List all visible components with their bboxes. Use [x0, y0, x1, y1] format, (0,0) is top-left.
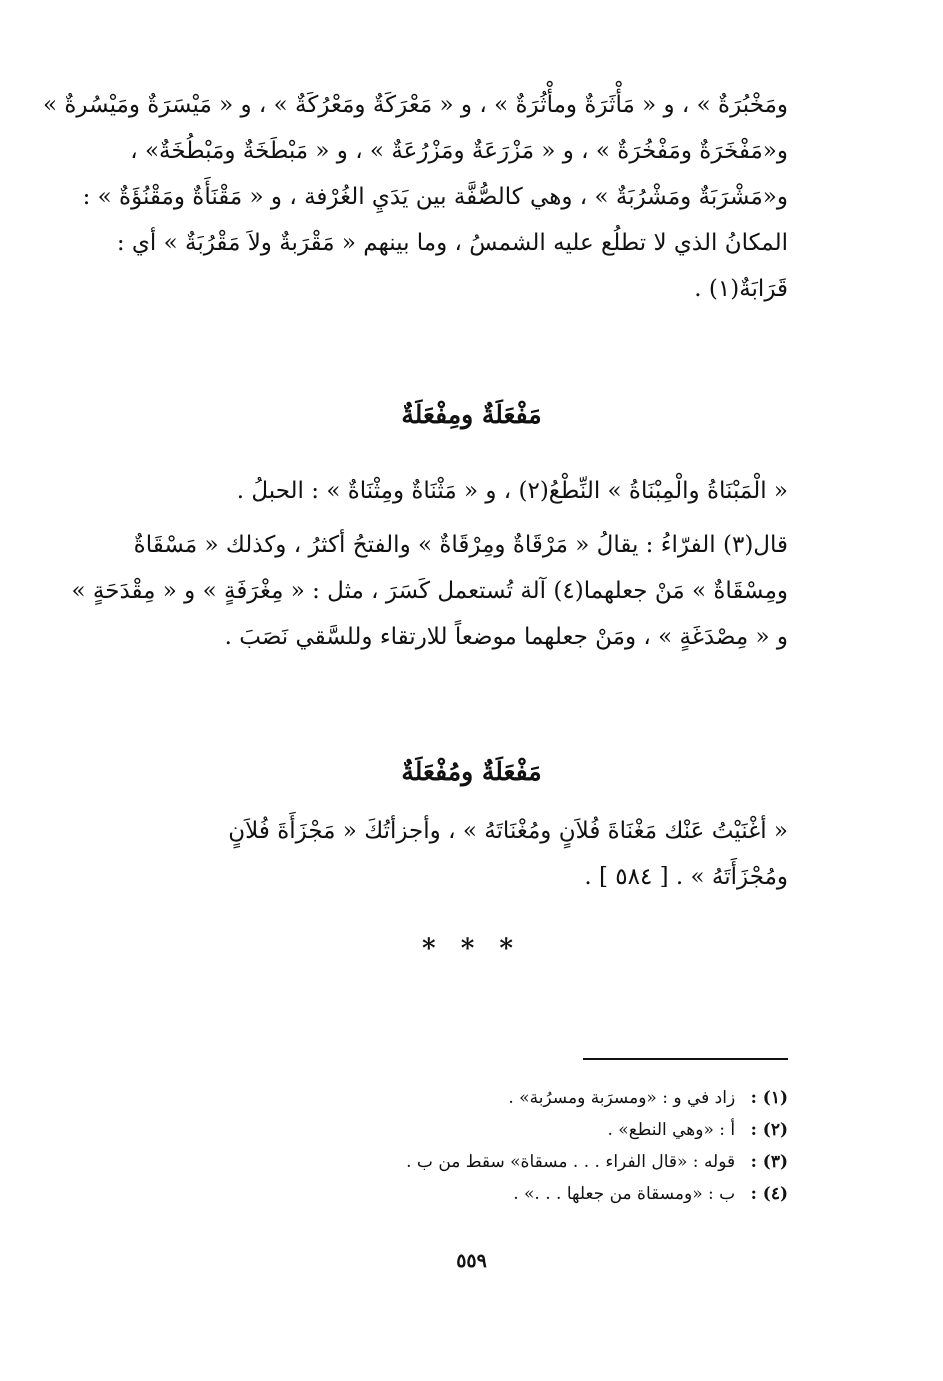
footnote	[268, 1082, 788, 1114]
text-line: « الْمَبْنَاةُ والْمِبْنَاةُ » النِّطْعُ(٢) ، و « مَثْنَاةٌ ومِثْنَاةٌ » : الحبلُ .	[236, 478, 788, 504]
text-line: ومِسْقَاةٌ » مَنْ جعلهما(٤) آلة تُستعمل كَسَرَ ، مثل : « مِغْرَفَةٍ » و « مِقْدَحَةٍ »	[71, 578, 788, 604]
footnote-number: (١) :	[750, 1088, 788, 1108]
text-line: و « مِصْدَغَةٍ » ، ومَنْ جعلهما موضعاً للارتقاء وللسَّقي نَصَبَ .	[224, 624, 788, 650]
footnote-divider	[583, 1058, 788, 1060]
footnote	[268, 1146, 788, 1178]
paragraph-quote	[71, 522, 788, 660]
page-number: ٥٥٩	[456, 1250, 487, 1272]
paragraph-definition	[133, 468, 788, 514]
footnote-text: قوله : «قال الفراء . . . مسقاة» سقط من ب .	[406, 1152, 736, 1172]
section-heading: مَفْعَلَةٌ ومِفْعَلَةٌ	[401, 400, 542, 429]
text-line: قَرَابَةٌ(١) .	[694, 276, 788, 302]
text-line: و«مَشْرَبَةٌ ومَشْرُبَةٌ » ، وهي كالصُّفَّة بين يَدَيِ الغُرْفة ، و « مَقْنَأَةٌ ومَقْنُؤَةٌ » :	[82, 184, 788, 210]
text-line: قال(٣) الفرّاءُ : يقالُ « مَرْقَاةٌ ومِرْقَاةٌ » والفتحُ أكثرُ ، وكذلك « مَسْقَاةٌ	[133, 532, 788, 558]
footnote-number: (٣) :	[750, 1152, 788, 1172]
footnote-text: ب : «ومسقاة من جعلها . . .» .	[513, 1184, 736, 1204]
paragraph-intro	[42, 82, 788, 312]
footnote-text: أ : «وهي النطع» .	[607, 1120, 736, 1140]
footnote-number: (٢) :	[750, 1120, 788, 1140]
text-line: و«مَفْخَرَةٌ ومَفْخُرَةٌ » ، و « مَزْرَعَةٌ ومَزْرُعَةٌ » ، و « مَبْطَخَةٌ ومَبْطُخَةٌ» ،	[130, 138, 788, 164]
footnote-number: (٤) :	[750, 1184, 788, 1204]
text-line: المكانُ الذي لا تطلُع عليه الشمسُ ، وما بينهم « مَقْرَبةٌ ولاَ مَقْرُبَةٌ » أي :	[116, 230, 788, 256]
footnote	[268, 1114, 788, 1146]
text-line: ومَخْبُرَةٌ » ، و « مَأْثَرَةٌ ومأْثُرَةٌ » ، و « مَعْرَكَةٌ ومَعْرُكَةٌ » ، و « مَيْسَرَةٌ ومَيْسُرةٌ »	[42, 92, 788, 118]
section-separator: * * *	[422, 934, 521, 964]
text-line: « أغْنَيْتُ عَنْك مَغْنَاةَ فُلاَنٍ ومُغْنَاتَهُ » ، وأجزأتُكَ « مَجْزَأَةَ فُلاَنٍ	[228, 818, 788, 844]
footnote	[268, 1178, 788, 1210]
text-line: ومُجْزَأَتَهُ » . [ ٥٨٤ ] .	[584, 864, 788, 890]
section-heading: مَفْعَلَةٌ ومُفْعَلَةٌ	[401, 757, 542, 786]
footnotes	[268, 1082, 788, 1210]
footnote-text: زاد في و : «ومسرَبة ومسرُبة» .	[508, 1088, 736, 1108]
paragraph-example	[133, 808, 788, 900]
